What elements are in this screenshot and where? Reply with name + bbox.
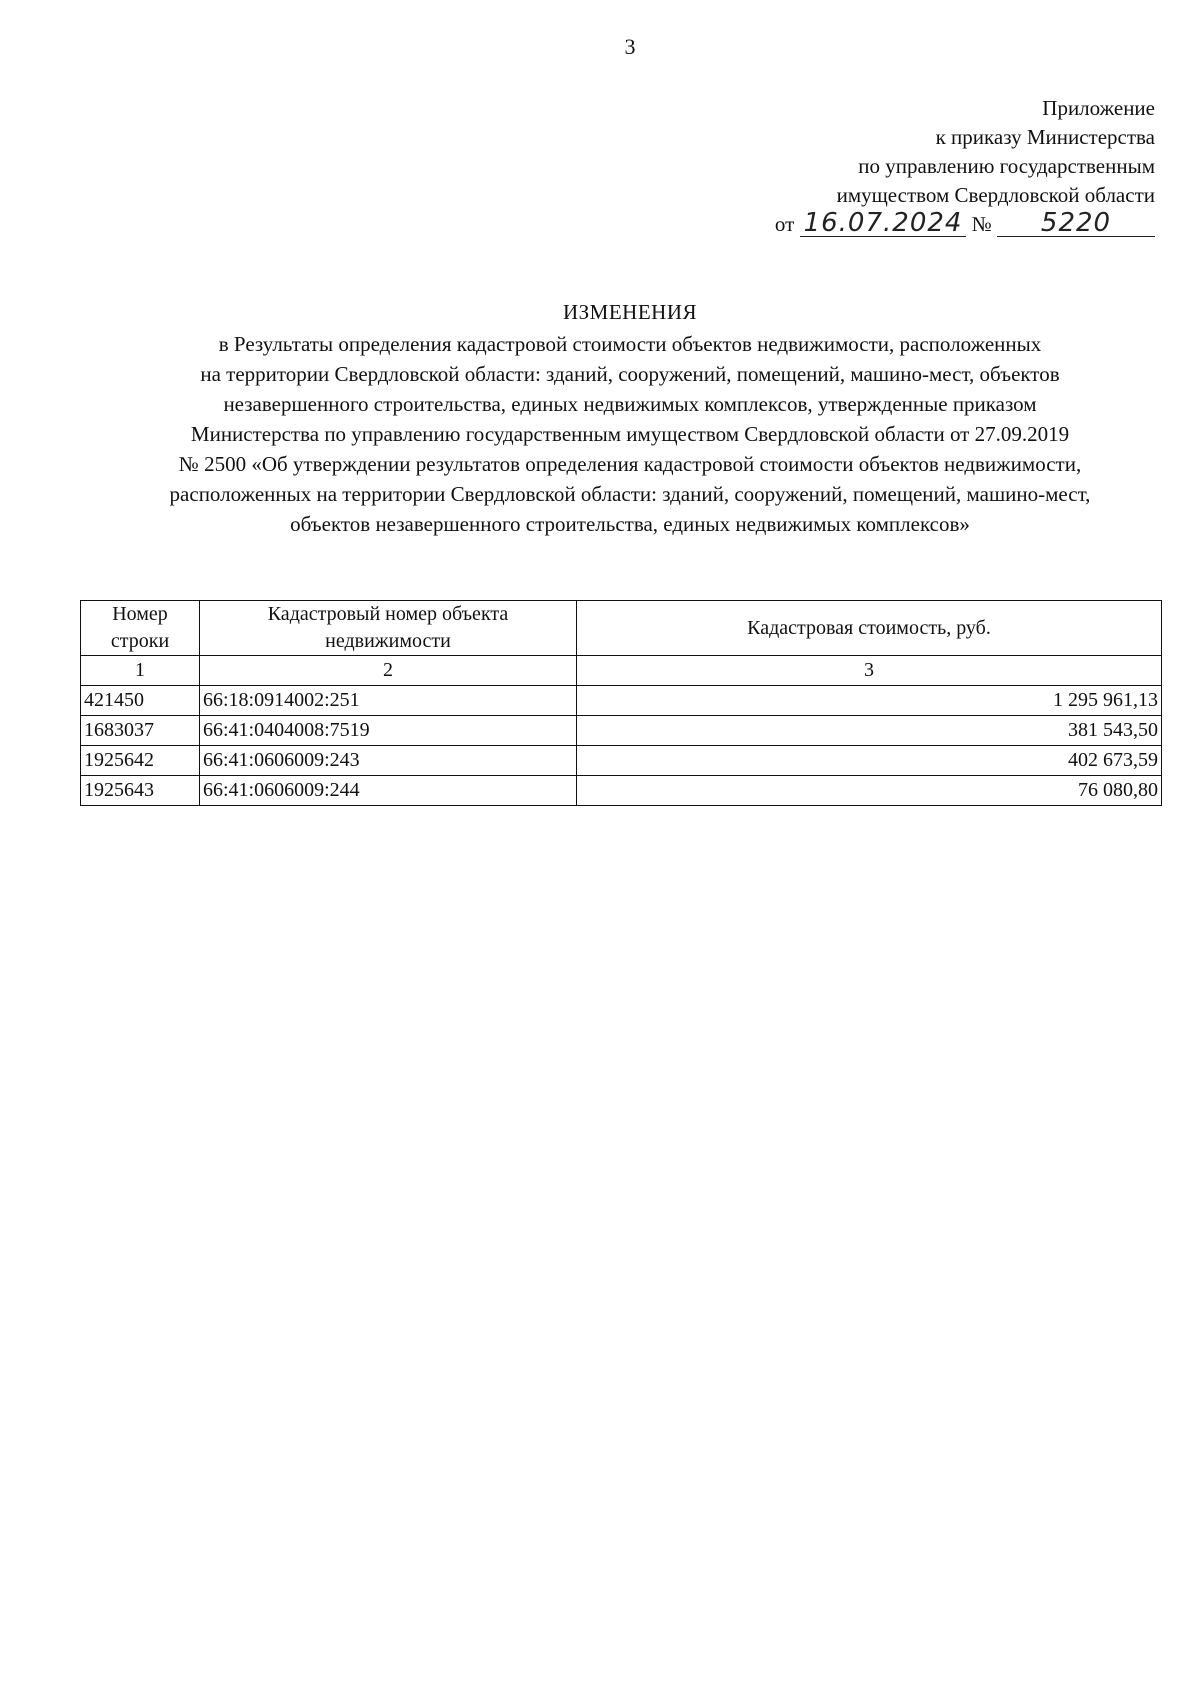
row-number-cell: 421450 — [81, 686, 200, 716]
table-row — [81, 776, 1162, 806]
document-title-block — [80, 300, 1180, 539]
document-title: ИЗМЕНЕНИЯ — [562, 300, 698, 324]
order-date-number-line — [775, 210, 1155, 239]
appendix-block — [775, 94, 1155, 239]
appendix-line-2: к приказу Министерства — [935, 125, 1155, 149]
page-number: 3 — [624, 34, 636, 59]
table-row — [81, 716, 1162, 746]
subtitle-line-2: на территории Свердловской области: зданий, сооружений, помещений, машино-мест, объектов — [200, 362, 1060, 386]
cadastral-number-cell: 66:41:0606009:244 — [200, 776, 577, 806]
subtitle-line-3: незавершенного строительства, единых недвижимых комплексов, утвержденные приказом — [223, 392, 1037, 416]
column-index-3: 3 — [577, 656, 1162, 686]
number-prefix: № — [971, 212, 992, 236]
cadastral-number-cell: 66:41:0404008:7519 — [200, 716, 577, 746]
table-index-row — [81, 656, 1162, 686]
document-subtitle — [80, 329, 1180, 539]
order-date-handwritten: 16.07.2024 — [800, 210, 967, 237]
subtitle-line-4: Министерства по управлению государственным имуществом Свердловской области от 27.09.2019 — [190, 422, 1070, 446]
cadastral-value-cell: 381 543,50 — [577, 716, 1162, 746]
header-cadastral-line2: недвижимости — [325, 630, 451, 652]
table-header-row — [81, 601, 1162, 656]
cadastral-number-cell: 66:18:0914002:251 — [200, 686, 577, 716]
table-row — [81, 686, 1162, 716]
subtitle-line-1: в Результаты определения кадастровой стоимости объектов недвижимости, расположенных — [218, 332, 1042, 356]
cadastral-value-cell: 76 080,80 — [577, 776, 1162, 806]
appendix-line-4: имуществом Свердловской области — [836, 183, 1155, 207]
column-index-1: 1 — [81, 656, 200, 686]
table-row — [81, 746, 1162, 776]
date-prefix: от — [774, 212, 795, 236]
header-cadastral-line1: Кадастровый номер объекта — [267, 603, 509, 625]
row-number-cell: 1683037 — [81, 716, 200, 746]
appendix-line-3: по управлению государственным — [858, 154, 1155, 178]
appendix-line-1: Приложение — [1042, 96, 1155, 120]
header-cadastral-value: Кадастровая стоимость, руб. — [577, 601, 1162, 656]
header-row-number — [81, 601, 200, 656]
header-row-number-line2: строки — [110, 630, 170, 652]
cadastral-value-cell: 1 295 961,13 — [577, 686, 1162, 716]
column-index-2: 2 — [200, 656, 577, 686]
header-cadastral-number — [200, 601, 577, 656]
cadastral-values-table — [80, 600, 1162, 806]
order-number-handwritten: 5220 — [997, 210, 1155, 237]
subtitle-line-5: № 2500 «Об утверждении результатов определения кадастровой стоимости объектов недвижимости, — [178, 452, 1082, 476]
row-number-cell: 1925643 — [81, 776, 200, 806]
subtitle-line-6: расположенных на территории Свердловской области: зданий, сооружений, помещений, машино-мест, — [169, 482, 1091, 506]
cadastral-value-cell: 402 673,59 — [577, 746, 1162, 776]
header-row-number-line1: Номер — [112, 603, 168, 625]
row-number-cell: 1925642 — [81, 746, 200, 776]
cadastral-number-cell: 66:41:0606009:243 — [200, 746, 577, 776]
subtitle-line-7: объектов незавершенного строительства, единых недвижимых комплексов» — [290, 512, 970, 536]
